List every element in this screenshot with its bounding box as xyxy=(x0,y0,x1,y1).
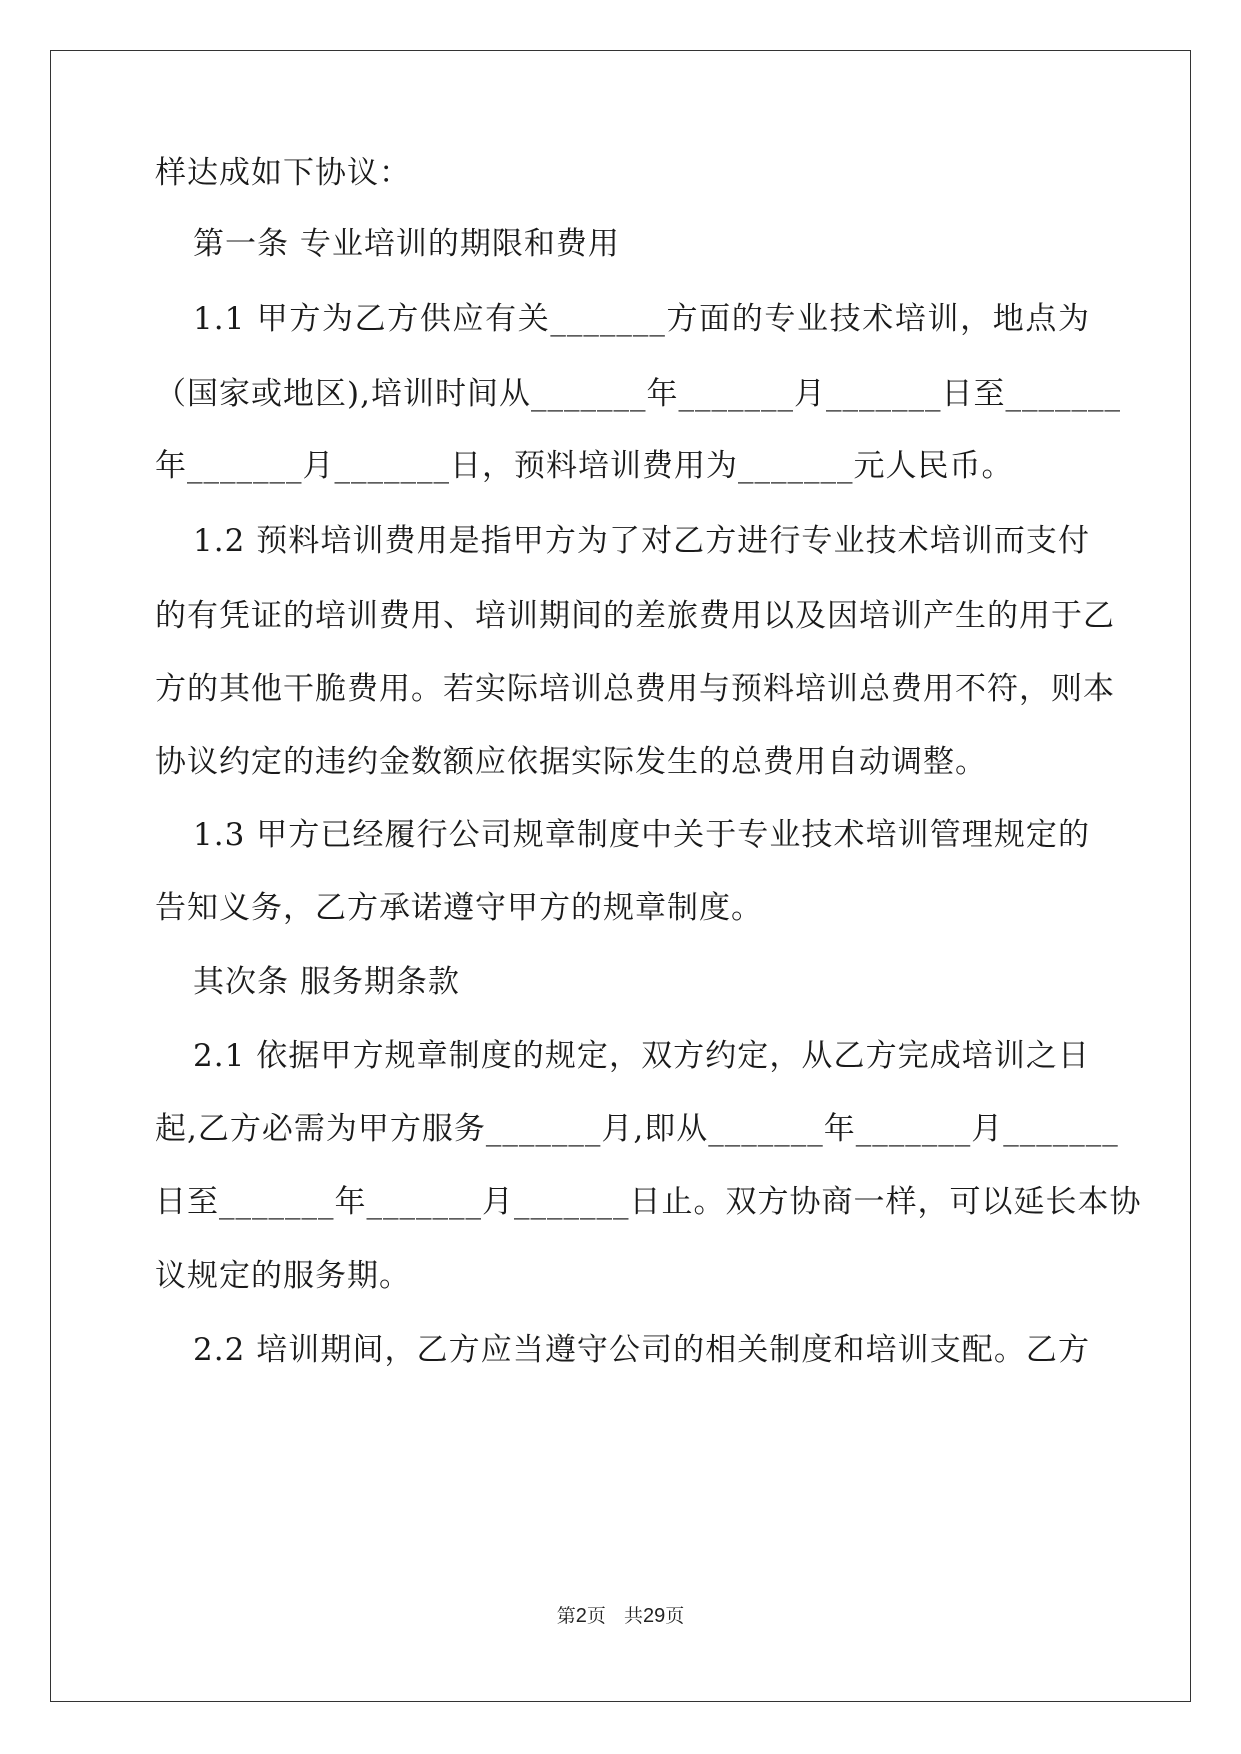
footer-prefix: 第 xyxy=(556,1606,576,1627)
article-heading-1: 第一条 专业培训的期限和费用 xyxy=(193,226,620,262)
clause-1-1-line-3: 年_______月_______日，预料培训费用为_______元人民币。 xyxy=(155,448,1014,484)
footer-page-suffix: 页 xyxy=(586,1606,606,1627)
clause-2-1-line-2: 起,乙方必需为甲方服务_______月,即从_______年_______月_______ xyxy=(155,1111,1119,1147)
page-border xyxy=(50,50,1191,1702)
clause-1-2-line-2: 的有凭证的培训费用、培训期间的差旅费用以及因培训产生的用于乙 xyxy=(155,598,1115,634)
clause-1-2-line-3: 方的其他干脆费用。若实际培训总费用与预料培训总费用不符，则本 xyxy=(155,671,1115,707)
total-pages: 29 xyxy=(642,1605,666,1627)
clause-1-1-line-2: （国家或地区),培训时间从_______年_______月_______日至_______ xyxy=(155,376,1121,412)
clause-2-1-line-4: 议规定的服务期。 xyxy=(155,1258,411,1294)
clause-1-2-line-4: 协议约定的违约金数额应依据实际发生的总费用自动调整。 xyxy=(155,744,987,780)
footer-total-prefix: 共 xyxy=(623,1606,643,1627)
clause-1-1-line-1: 1.1 甲方为乙方供应有关_______方面的专业技术培训，地点为 xyxy=(193,301,1090,337)
page-footer xyxy=(0,1604,1241,1629)
clause-2-2-line-1: 2.2 培训期间，乙方应当遵守公司的相关制度和培训支配。乙方 xyxy=(193,1332,1090,1368)
clause-1-3-line-2: 告知义务，乙方承诺遵守甲方的规章制度。 xyxy=(155,890,763,926)
text-line-1: 样达成如下协议： xyxy=(155,155,411,191)
clause-2-1-line-3: 日至_______年_______月_______日止。双方协商一样，可以延长本协 xyxy=(155,1184,1142,1220)
clause-1-2-line-1: 1.2 预料培训费用是指甲方为了对乙方进行专业技术培训而支付 xyxy=(193,523,1090,559)
footer-total-suffix: 页 xyxy=(665,1606,685,1627)
clause-2-1-line-1: 2.1 依据甲方规章制度的规定，双方约定，从乙方完成培训之日 xyxy=(193,1038,1090,1074)
clause-1-3-line-1: 1.3 甲方已经履行公司规章制度中关于专业技术培训管理规定的 xyxy=(193,817,1090,853)
article-heading-2: 其次条 服务期条款 xyxy=(193,964,460,1000)
page-number: 2 xyxy=(575,1605,587,1627)
